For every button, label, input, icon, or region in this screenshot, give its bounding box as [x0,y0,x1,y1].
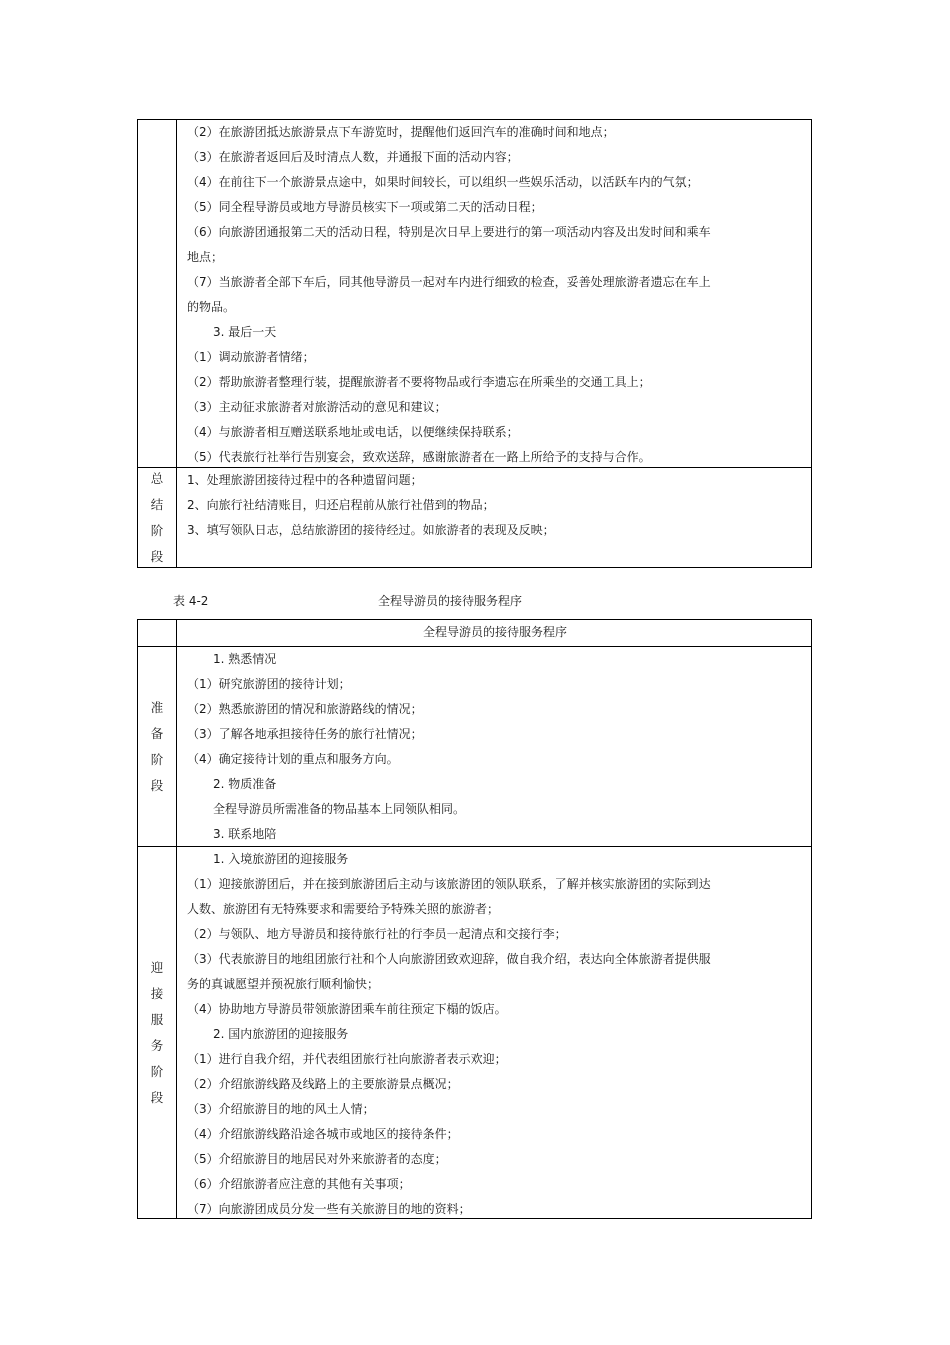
stage-label-char: 总 [150,470,164,486]
content-line: （2）与领队、地方导游员和接待旅行社的行李员一起清点和交接行李； [187,927,567,941]
table-full-guide-procedure [137,619,812,1219]
section-heading: 1. 熟悉情况 [213,652,277,666]
content-line: 1、处理旅游团接待过程中的各种遗留问题； [187,473,423,487]
content-line: （2）熟悉旅游团的情况和旅游路线的情况； [187,702,423,716]
table-header-cell: 全程导游员的接待服务程序 [422,625,567,639]
content-line: 2、向旅行社结清账目，归还启程前从旅行社借到的物品； [187,498,495,512]
stage-label-char: 段 [150,777,164,793]
content-line: 人数、旅游团有无特殊要求和需要给予特殊关照的旅游者； [187,902,500,916]
stage-label-char: 备 [150,725,164,741]
section-heading: 2. 物质准备 [213,777,277,791]
stage-label-char: 准 [150,699,164,715]
stage-label-cell [138,468,177,567]
table-row [138,467,811,567]
content-line: （4）介绍旅游线路沿途各城市或地区的接待条件； [187,1127,459,1141]
stage-label-char: 务 [150,1037,164,1053]
content-line: （3）在旅游者返回后及时清点人数，并通报下面的活动内容； [187,150,519,164]
table-row [138,646,811,846]
content-line: （4）确定接待计划的重点和服务方向。 [187,752,399,766]
stage-label-char: 迎 [150,959,164,975]
stage-label-char: 服 [150,1011,164,1027]
content-line: 3、填写领队日志，总结旅游团的接待经过。如旅游者的表现及反映； [187,523,555,537]
content-line: （3）了解各地承担接待任务的旅行社情况； [187,727,423,741]
content-line: （2）帮助旅游者整理行装，提醒旅游者不要将物品或行李遗忘在所乘坐的交通工具上； [187,375,651,389]
table-row [138,120,811,467]
content-line: 务的真诚愿望并预祝旅行顺利愉快； [187,977,380,991]
stage-label-cell [138,120,177,467]
content-cell [177,847,811,1218]
content-line: （1）迎接旅游团后，并在接到旅游团后主动与该旅游团的领队联系，了解并核实旅游团的实际到达 [187,877,711,891]
stage-label-cell [138,847,177,1218]
stage-label-cell [138,647,177,846]
content-line: （7）向旅游团成员分发一些有关旅游目的地的资料； [187,1202,471,1216]
stage-label-char: 段 [150,1089,164,1105]
content-cell [177,647,811,846]
table-leader-procedure-continued [137,119,812,568]
content-cell [177,468,811,567]
stage-label-char: 接 [150,985,164,1001]
stage-label-char: 阶 [150,522,164,538]
content-line: 的物品。 [187,300,236,314]
section-heading: 1. 入境旅游团的迎接服务 [213,852,349,866]
content-line: （1）调动旅游者情绪； [187,350,315,364]
table-header-row [138,620,811,646]
content-line: （7）当旅游者全部下车后，同其他导游员一起对车内进行细致的检查，妥善处理旅游者遗忘在车上 [187,275,711,289]
content-line: （3）主动征求旅游者对旅游活动的意见和建议； [187,400,447,414]
stage-label-char: 段 [150,548,164,564]
content-line: （2）在旅游团抵达旅游景点下车游览时，提醒他们返回汽车的准确时间和地点； [187,125,615,139]
content-line: （5）同全程导游员或地方导游员核实下一项或第二天的活动日程； [187,200,543,214]
stage-label-char: 结 [150,496,164,512]
table-caption [0,591,950,611]
content-line: （4）与旅游者相互赠送联系地址或电话，以便继续保持联系； [187,425,519,439]
content-line: （3）介绍旅游目的地的风土人情； [187,1102,375,1116]
content-line: （6）向旅游团通报第二天的活动日程，特别是次日早上要进行的第一项活动内容及出发时间和乘车 [187,225,711,239]
content-line: （2）介绍旅游线路及线路上的主要旅游景点概况； [187,1077,459,1091]
content-line: （5）介绍旅游目的地居民对外来旅游者的态度； [187,1152,447,1166]
content-line: 地点； [187,250,224,264]
content-line: （1）进行自我介绍，并代表组团旅行社向旅游者表示欢迎； [187,1052,507,1066]
table-number: 表 4-2 [173,594,209,608]
section-heading: 3. 联系地陪 [213,827,277,841]
content-line: （1）研究旅游团的接待计划； [187,677,351,691]
section-heading: 3. 最后一天 [213,325,277,339]
stage-label-char: 阶 [150,751,164,767]
content-line: （3）代表旅游目的地组团旅行社和个人向旅游团致欢迎辞，做自我介绍，表达向全体旅游者提供服 [187,952,711,966]
content-line: （5）代表旅行社举行告别宴会，致欢送辞，感谢旅游者在一路上所给予的支持与合作。 [187,450,651,464]
content-line: （6）介绍旅游者应注意的其他有关事项； [187,1177,411,1191]
content-line: 全程导游员所需准备的物品基本上同领队相同。 [213,802,466,816]
content-line: （4）在前往下一个旅游景点途中，如果时间较长，可以组织一些娱乐活动，以活跃车内的气氛； [187,175,699,189]
section-heading: 2. 国内旅游团的迎接服务 [213,1027,349,1041]
content-cell [177,120,811,467]
header-corner-cell [138,620,177,646]
stage-label-char: 阶 [150,1063,164,1079]
content-line: （4）协助地方导游员带领旅游团乘车前往预定下榻的饭店。 [187,1002,507,1016]
table-title: 全程导游员的接待服务程序 [378,594,523,608]
table-row [138,846,811,1218]
